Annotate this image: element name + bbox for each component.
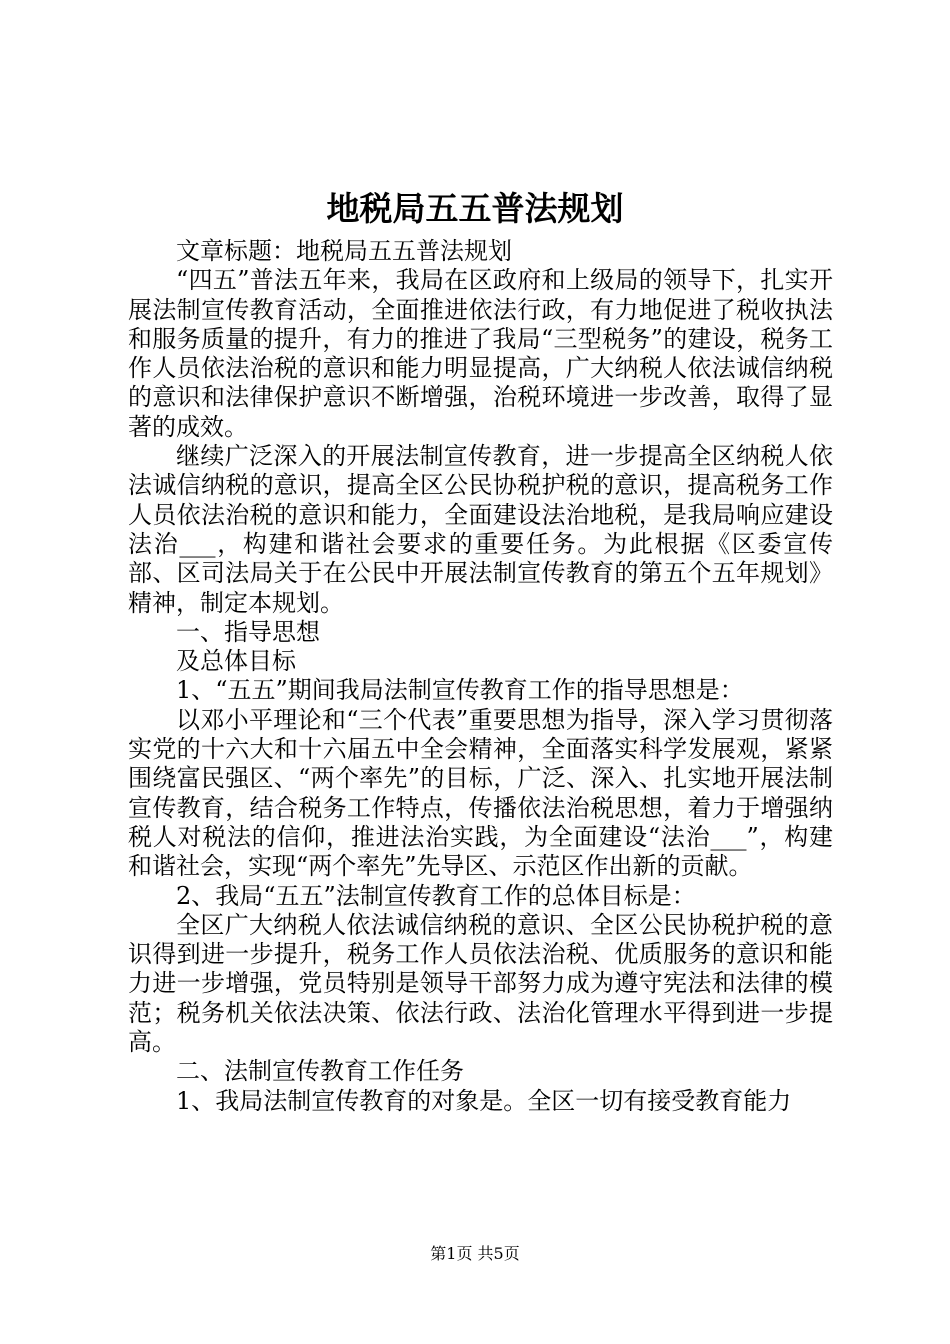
paragraph-goal-detail: 全区广大纳税人依法诚信纳税的意识、全区公民协税护税的意识得到进一步提升，税务工作人员依法治税、优质服务的意识和能力进一步增强，党员特别是领导干部努力成为遵守宪法和法律的模范；税务机关依法决策、依法行政、法治化管理水平得到进一步提高。 [128,910,833,1057]
item-education-target: 1、我局法制宣传教育的对象是。全区一切有接受教育能力 [176,1086,792,1115]
paragraph-intro: “四五”普法五年来，我局在区政府和上级局的领导下，扎实开展法制宣传教育活动，全面推进依法行政，有力地促进了税收执法和服务质量的提升，有力的推进了我局“三型税务”的建设，税务工作人员依法治税的意识和能力明显提高，广大纳税人依法诚信纳税的意识和法律保护意识不断增强，治税环境进一步改善，取得了显著的成效。 [128,266,833,441]
section-heading-tasks: 二、法制宣传教育工作任务 [176,1057,464,1086]
document-body [128,237,833,1116]
paragraph-article-title: 文章标题：地税局五五普法规划 [176,237,512,265]
section-heading-guiding: 一、指导思想 [176,617,320,646]
paragraph-guiding-detail: 以邓小平理论和“三个代表”重要思想为指导，深入学习贯彻落实党的十六大和十六届五中全会精神，全面落实科学发展观，紧紧围绕富民强区、“两个率先”的目标，广泛、深入、扎实地开展法制宣传教育，结合税务工作特点，传播依法治税思想，着力于增强纳税人对税法的信仰，推进法治实践，为全面建设“法治___”，构建和谐社会，实现“两个率先”先导区、示范区作出新的贡献。 [128,705,833,881]
section-heading-goals: 及总体目标 [176,647,296,676]
paragraph-continue: 继续广泛深入的开展法制宣传教育，进一步提高全区纳税人依法诚信纳税的意识，提高全区公民协税护税的意识，提高税务工作人员依法治税的意识和能力，全面建设法治地税，是我局响应建设法治___，构建和谐社会要求的重要任务。为此根据《区委宣传部、区司法局关于在公民中开展法制宣传教育的第五个五年规划》精神，制定本规划。 [128,442,833,617]
document-title: 地税局五五普法规划 [326,189,624,228]
page-footer: 第1页 共5页 [430,1244,520,1263]
item-overall-goal: 2、我局“五五”法制宣传教育工作的总体目标是： [176,881,696,910]
item-guiding-thought: 1、“五五”期间我局法制宣传教育工作的指导思想是： [176,676,744,705]
